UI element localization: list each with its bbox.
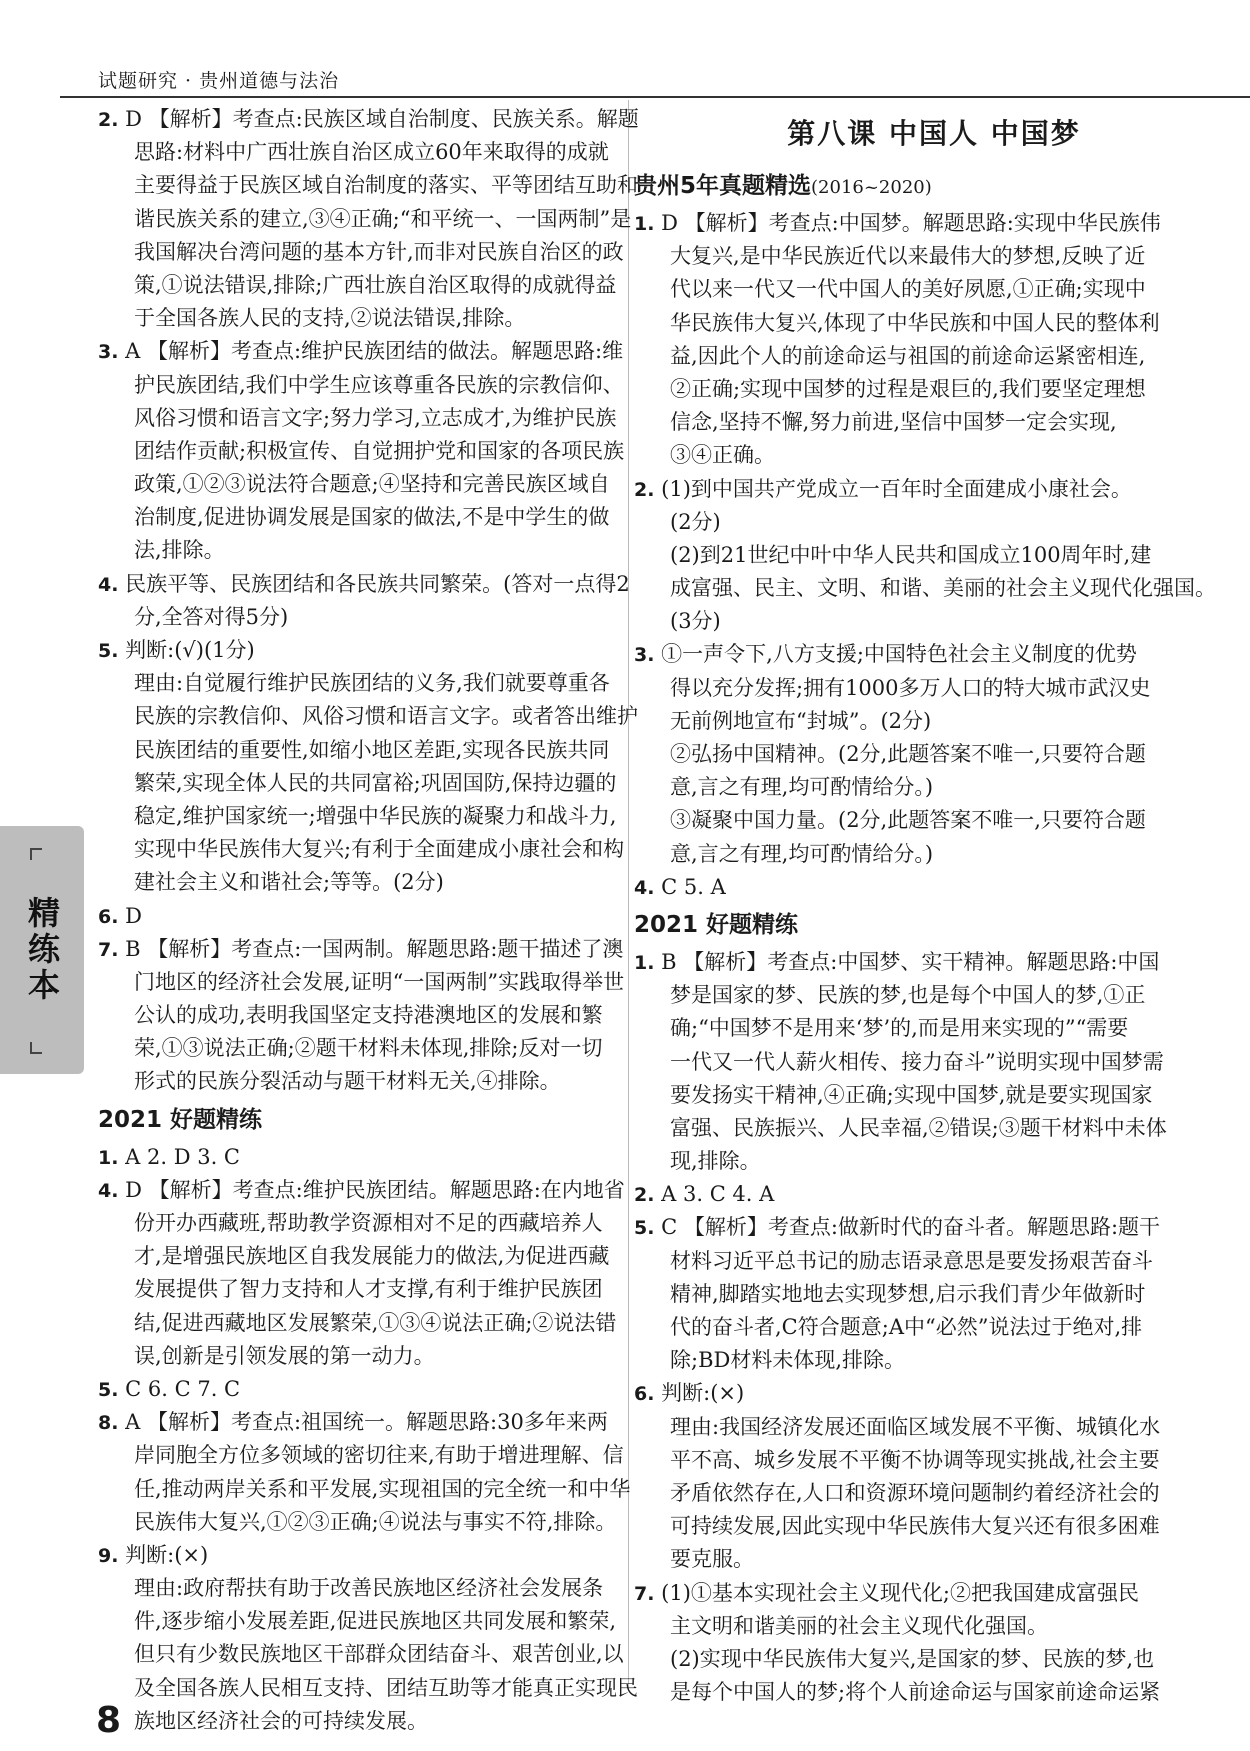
- line-text: 及全国各族人民相互支持、团结互助等才能真正实现民: [134, 1675, 638, 1700]
- line-text: 发展提供了智力支持和人才支撑,有利于维护民族团: [134, 1277, 603, 1302]
- answer-line: [98, 966, 625, 999]
- line-text: ①一声令下,八方支援;中国特色社会主义制度的优势: [661, 642, 1137, 667]
- section-heading-years: (2016~2020): [811, 177, 932, 198]
- answer-line: [98, 203, 632, 236]
- line-text: 繁荣,实现全体人民的共同富裕;巩固国防,保持边疆的: [134, 770, 617, 795]
- answer-item-start: [98, 1406, 608, 1439]
- answer-item-start: [98, 1373, 608, 1406]
- line-text: ③凝聚中国力量。(2分,此题答案不唯一,只要符合题: [670, 808, 1146, 833]
- line-text: 风俗习惯和语言文字;努力学习,立志成才,为维护民族: [134, 405, 617, 430]
- line-text: 实现中华民族伟大复兴;有利于全面建成小康社会和构: [134, 837, 625, 862]
- line-text: 民族伟大复兴,①②③正确;④说法与事实不符,排除。: [134, 1509, 617, 1534]
- answer-line: [634, 1012, 1234, 1045]
- answer-line: [98, 767, 617, 800]
- answer-line: [98, 136, 608, 169]
- line-text: 件,逐步缩小发展差距,促进民族地区共同发展和繁荣,: [134, 1609, 617, 1634]
- line-text: 梦是国家的梦、民族的梦,也是每个中国人的梦,①正: [670, 983, 1146, 1008]
- line-text: 荣,①③说法正确;②题干材料未体现,排除;反对一切: [134, 1036, 603, 1061]
- line-text: 但只有少数民族地区干部群众团结奋斗、艰苦创业,以: [134, 1642, 624, 1667]
- line-text: 可持续发展,因此实现中华民族伟大复兴还有很多困难: [670, 1514, 1160, 1539]
- line-text: A 【解析】考查点:祖国统一。解题思路:30多年来两: [125, 1410, 608, 1435]
- answer-line: [98, 833, 625, 866]
- line-text: C 【解析】考查点:做新时代的奋斗者。解题思路:题干: [661, 1215, 1161, 1240]
- answer-line: [634, 1510, 1234, 1543]
- item-number: 6.: [634, 1383, 655, 1406]
- line-text: 门地区的经济社会发展,证明“一国两制”实践取得举世: [134, 969, 625, 994]
- line-text: 份开办西藏班,帮助教学资源相对不足的西藏培养人: [134, 1211, 603, 1235]
- line-text: B 【解析】考查点:一国两制。解题思路:题干描述了澳: [125, 936, 624, 961]
- line-text: C 6. C 7. C: [125, 1376, 241, 1401]
- answer-item-start: [634, 1377, 1234, 1410]
- section-heading-text: 贵州5年真题精选: [634, 173, 812, 199]
- line-text: 族地区经济社会的可持续发展。: [134, 1708, 428, 1733]
- line-text: 民族平等、民族团结和各民族共同繁荣。(答对一点得2: [125, 571, 630, 596]
- answer-item-start: [98, 1539, 608, 1572]
- answer-line: [98, 1307, 617, 1340]
- line-text: 民族团结的重要性,如缩小地区差距,实现各民族共同: [134, 737, 610, 762]
- item-number: 5.: [98, 1378, 119, 1401]
- answer-line: [634, 340, 1234, 373]
- line-text: (3分): [670, 609, 721, 634]
- item-number: 2.: [634, 478, 655, 501]
- line-text: D: [125, 903, 142, 928]
- line-text: 民族的宗教信仰、风俗习惯和语言文字。或者答出维护: [134, 704, 638, 729]
- answer-line: [98, 169, 638, 202]
- answer-line: [98, 236, 624, 269]
- line-text: 现,排除。: [670, 1149, 761, 1174]
- answer-line: [98, 1032, 608, 1065]
- line-text: 判断:(×): [661, 1381, 745, 1406]
- item-number: 5.: [98, 640, 119, 662]
- answer-line: [98, 369, 624, 402]
- answer-item-start: [98, 933, 624, 966]
- answer-line: [98, 1638, 624, 1671]
- line-text: 信念,坚持不懈,努力前进,坚信中国梦一定会实现,: [670, 410, 1117, 435]
- right-column: [634, 103, 1234, 1709]
- answer-line: [634, 1643, 1234, 1676]
- answer-item-start: [634, 871, 1234, 904]
- answer-line: [98, 866, 608, 899]
- line-text: 理由:自觉履行维护民族团结的义务,我们就要尊重各: [134, 671, 610, 696]
- line-text: 得以充分发挥;拥有1000多万人口的特大城市武汉史: [670, 675, 1151, 700]
- line-text: (1)到中国共产党成立一百年时全面建成小康社会。: [661, 476, 1132, 501]
- line-text: 分,全答对得5分): [134, 604, 289, 629]
- answer-line: [634, 240, 1234, 273]
- answer-line: [98, 1273, 608, 1306]
- line-text: 要克服。: [670, 1547, 754, 1572]
- line-text: 主要得益于民族区域自治制度的落实、平等团结互助和: [134, 173, 638, 198]
- answer-item-start: [98, 1141, 608, 1174]
- item-number: 2.: [98, 109, 119, 131]
- line-text: 治制度,促进协调发展是国家的做法,不是中学生的做: [134, 505, 610, 530]
- answer-line: [98, 1705, 608, 1738]
- line-text: 团结作贡献;积极宣传、自觉拥护党和国家的各项民族: [134, 438, 625, 463]
- item-number: 3.: [98, 341, 119, 364]
- running-header: 试题研究 · 贵州道德与法治: [98, 70, 340, 92]
- answer-item-start: [634, 946, 1234, 979]
- answer-item-start: [634, 638, 1234, 671]
- side-tab-bracket-top: [30, 848, 42, 860]
- answer-item-start: [634, 207, 1234, 240]
- line-text: 代以来一代又一代中国人的美好夙愿,①正确;实现中: [670, 277, 1146, 302]
- line-text: 益,因此个人的前途命运与祖国的前途命运紧密相连,: [670, 343, 1146, 368]
- section-heading-text: 2021 好题精练: [634, 911, 799, 938]
- line-text: (2)实现中华民族伟大复兴,是国家的梦、民族的梦,也: [670, 1646, 1155, 1671]
- answer-line: [98, 402, 617, 435]
- answer-line: [634, 307, 1234, 340]
- answer-line: [634, 1245, 1234, 1278]
- line-text: 富强、民族振兴、人民幸福,②错误;③题干材料中未体: [670, 1115, 1167, 1140]
- line-text: 于全国各族人民的支持,②说法错误,排除。: [134, 306, 526, 331]
- line-text: B 【解析】考查点:中国梦、实干精神。解题思路:中国: [661, 949, 1160, 974]
- line-text: ③④正确。: [670, 443, 775, 468]
- answer-line: [634, 406, 1234, 439]
- item-number: 4.: [98, 1179, 119, 1202]
- line-text: A 3. C 4. A: [661, 1182, 775, 1207]
- side-tab-label: 精练本: [23, 896, 61, 1004]
- line-text: 成富强、民主、文明、和谐、美丽的社会主义现代化强国。: [670, 576, 1216, 601]
- side-tab: [0, 826, 84, 1074]
- item-number: 7.: [98, 938, 119, 961]
- line-text: 结,促进西藏地区发展繁荣,①③④说法正确;②说法错: [134, 1310, 617, 1335]
- section-heading: [634, 904, 1234, 946]
- answer-line: [98, 601, 608, 634]
- answer-line: [98, 1473, 631, 1506]
- section-heading: [634, 165, 1234, 207]
- line-text: 理由:政府帮扶有助于改善民族地区经济社会发展条: [134, 1576, 604, 1601]
- answer-line: [98, 800, 617, 833]
- answer-line: [634, 273, 1234, 306]
- answer-line: [634, 1344, 1234, 1377]
- line-text: 公认的成功,表明我国坚定支持港澳地区的发展和繁: [134, 1003, 603, 1028]
- line-text: 意,言之有理,均可酌情给分。): [670, 841, 934, 866]
- line-text: 无前例地宣布“封城”。(2分): [670, 708, 932, 733]
- line-text: A 【解析】考查点:维护民族团结的做法。解题思路:维: [125, 339, 624, 364]
- item-number: 1.: [98, 1146, 119, 1169]
- line-text: 策,①说法错误,排除;广西壮族自治区取得的成就得益: [134, 272, 617, 297]
- answer-line: [634, 1311, 1234, 1344]
- line-text: 确;“中国梦不是用来‘梦’的,而是用来实现的”“需要: [670, 1016, 1129, 1041]
- item-number: 4.: [98, 573, 119, 596]
- item-number: 4.: [634, 876, 655, 899]
- answer-line: [634, 572, 1234, 605]
- answer-line: [98, 435, 625, 468]
- line-text: D 【解析】考查点:民族区域自治制度、民族关系。解题: [125, 107, 639, 131]
- answer-line: [98, 999, 608, 1032]
- answer-item-start: [634, 1211, 1234, 1244]
- answer-line: [634, 1543, 1234, 1576]
- line-text: 大复兴,是中华民族近代以来最伟大的梦想,反映了近: [670, 244, 1146, 269]
- answer-line: [98, 1506, 617, 1539]
- line-text: 代的奋斗者,C符合题意;A中“必然”说法过于绝对,排: [670, 1315, 1143, 1339]
- answer-line: [98, 468, 608, 501]
- item-number: 2.: [634, 1184, 655, 1207]
- line-text: 精神,脚踏实地地去实现梦想,启示我们青少年做新时: [670, 1281, 1146, 1306]
- header-rule: [60, 96, 1250, 98]
- line-text: 判断:(√)(1分): [125, 638, 255, 662]
- line-text: 材料习近平总书记的励志语录意思是要发扬艰苦奋斗: [670, 1248, 1153, 1273]
- line-text: 主文明和谐美丽的社会主义现代化强国。: [670, 1613, 1048, 1638]
- answer-line: [98, 1207, 608, 1240]
- answer-line: [634, 1610, 1234, 1643]
- line-text: 矛盾依然存在,人口和资源环境问题制约着经济社会的: [670, 1480, 1160, 1505]
- line-text: 才,是增强民族地区自我发展能力的做法,为促进西藏: [134, 1244, 610, 1269]
- answer-line: [634, 1145, 1234, 1178]
- page-number: 8: [96, 1700, 122, 1741]
- answer-line: [634, 1046, 1234, 1079]
- answer-line: [634, 1411, 1234, 1444]
- line-text: 稳定,维护国家统一;增强中华民族的凝聚力和战斗力,: [134, 803, 617, 828]
- answer-line: [634, 439, 1234, 472]
- line-text: ②正确;实现中国梦的过程是艰巨的,我们要坚定理想: [670, 376, 1146, 401]
- answer-line: [634, 1444, 1234, 1477]
- left-column: [98, 103, 639, 1738]
- answer-line: [634, 1477, 1234, 1510]
- item-number: 3.: [634, 644, 655, 667]
- answer-line: [634, 1079, 1234, 1112]
- item-number: 5.: [634, 1217, 655, 1240]
- answer-line: [634, 838, 1234, 871]
- answer-item-start: [98, 634, 608, 667]
- line-text: 护民族团结,我们中学生应该尊重各民族的宗教信仰、: [134, 372, 624, 397]
- line-text: 建社会主义和谐社会;等等。(2分): [134, 870, 444, 895]
- line-text: 理由:我国经济发展还面临区域发展不平衡、城镇化水: [670, 1414, 1161, 1439]
- line-text: (1)①基本实现社会主义现代化;②把我国建成富强民: [661, 1580, 1139, 1605]
- answer-line: [634, 705, 1234, 738]
- answer-line: [634, 979, 1234, 1012]
- line-text: 岸同胞全方位多领域的密切往来,有助于增进理解、信: [134, 1443, 624, 1468]
- line-text: 政策,①②③说法符合题意;④坚持和完善民族区域自: [134, 472, 610, 497]
- line-text: 形式的民族分裂活动与题干材料无关,④排除。: [134, 1069, 561, 1094]
- answer-item-start: [634, 1178, 1234, 1211]
- answer-line: [98, 1672, 638, 1705]
- line-text: 法,排除。: [134, 538, 225, 563]
- item-number: 9.: [98, 1544, 119, 1567]
- line-text: D 【解析】考查点:维护民族团结。解题思路:在内地省: [125, 1177, 625, 1202]
- line-text: 除;BD材料未体现,排除。: [670, 1348, 906, 1373]
- answer-line: [98, 1605, 617, 1638]
- line-text: 我国解决台湾问题的基本方针,而非对民族自治区的政: [134, 239, 624, 264]
- item-number: 1.: [634, 213, 655, 235]
- line-text: ②弘扬中国精神。(2分,此题答案不唯一,只要符合题: [670, 742, 1146, 766]
- answer-line: [634, 672, 1234, 705]
- lesson-title: 第八课 中国人 中国梦: [787, 117, 1081, 150]
- item-number: 8.: [98, 1412, 119, 1435]
- line-text: 任,推动两岸关系和平发展,实现祖国的完全统一和中华: [134, 1476, 631, 1501]
- item-number: 1.: [634, 951, 655, 974]
- answer-line: [98, 700, 638, 733]
- answer-line: [634, 1112, 1234, 1145]
- column-divider: [628, 100, 629, 1690]
- answer-line: [634, 539, 1234, 572]
- answer-line: [98, 1572, 608, 1605]
- answer-line: [98, 501, 608, 534]
- line-text: 要发扬实干精神,④正确;实现中国梦,就是要实现国家: [670, 1082, 1153, 1107]
- line-text: (2)到21世纪中叶中华人民共和国成立100周年时,建: [670, 542, 1152, 567]
- section-heading-text: 2021 好题精练: [98, 1106, 263, 1133]
- line-text: 判断:(×): [125, 1542, 209, 1567]
- answer-line: [634, 605, 1234, 638]
- answer-line: [98, 269, 617, 302]
- line-text: A 2. D 3. C: [125, 1144, 240, 1169]
- answer-line: [98, 1439, 624, 1472]
- line-text: 误,创新是引领发展的第一动力。: [134, 1343, 435, 1368]
- answer-line: [98, 667, 608, 700]
- answer-line: [634, 1278, 1234, 1311]
- section-heading: [98, 1099, 608, 1141]
- line-text: 平不高、城乡发展不平衡不协调等现实挑战,社会主要: [670, 1447, 1160, 1472]
- answer-line: [634, 1676, 1234, 1709]
- answer-line: [98, 1065, 608, 1098]
- answer-line: [98, 302, 608, 335]
- item-number: 7.: [634, 1582, 655, 1605]
- line-text: 谐民族关系的建立,③④正确;“和平统一、一国两制”是: [134, 206, 632, 231]
- line-text: (2分): [670, 509, 721, 534]
- side-tab-bracket-bottom: [30, 1042, 42, 1054]
- line-text: 华民族伟大复兴,体现了中华民族和中国人民的整体利: [670, 310, 1160, 335]
- line-text: C 5. A: [661, 874, 726, 899]
- answer-line: [98, 1240, 608, 1273]
- item-number: 6.: [98, 905, 119, 928]
- answer-item-start: [98, 1174, 625, 1207]
- line-text: 意,言之有理,均可酌情给分。): [670, 775, 934, 800]
- answer-item-start: [634, 1577, 1234, 1610]
- answer-item-start: [98, 568, 630, 601]
- answer-line: [98, 734, 608, 767]
- line-text: D 【解析】考查点:中国梦。解题思路:实现中华民族伟: [661, 211, 1161, 235]
- line-text: 思路:材料中广西壮族自治区成立60年来取得的成就: [134, 140, 609, 165]
- answer-line: [634, 738, 1234, 771]
- answer-item-start: [98, 900, 608, 933]
- answer-line: [98, 1340, 608, 1373]
- answer-item-start: [634, 473, 1234, 506]
- line-text: 是每个中国人的梦;将个人前途命运与国家前途命运紧: [670, 1680, 1161, 1705]
- answer-item-start: [98, 335, 624, 368]
- answer-item-start: [98, 103, 639, 136]
- answer-line: [634, 771, 1234, 804]
- answer-line: [634, 506, 1234, 539]
- line-text: 一代又一代人薪火相传、接力奋斗”说明实现中国梦需: [670, 1049, 1164, 1074]
- answer-line: [634, 804, 1234, 837]
- answer-line: [634, 373, 1234, 406]
- answer-line: [98, 534, 608, 567]
